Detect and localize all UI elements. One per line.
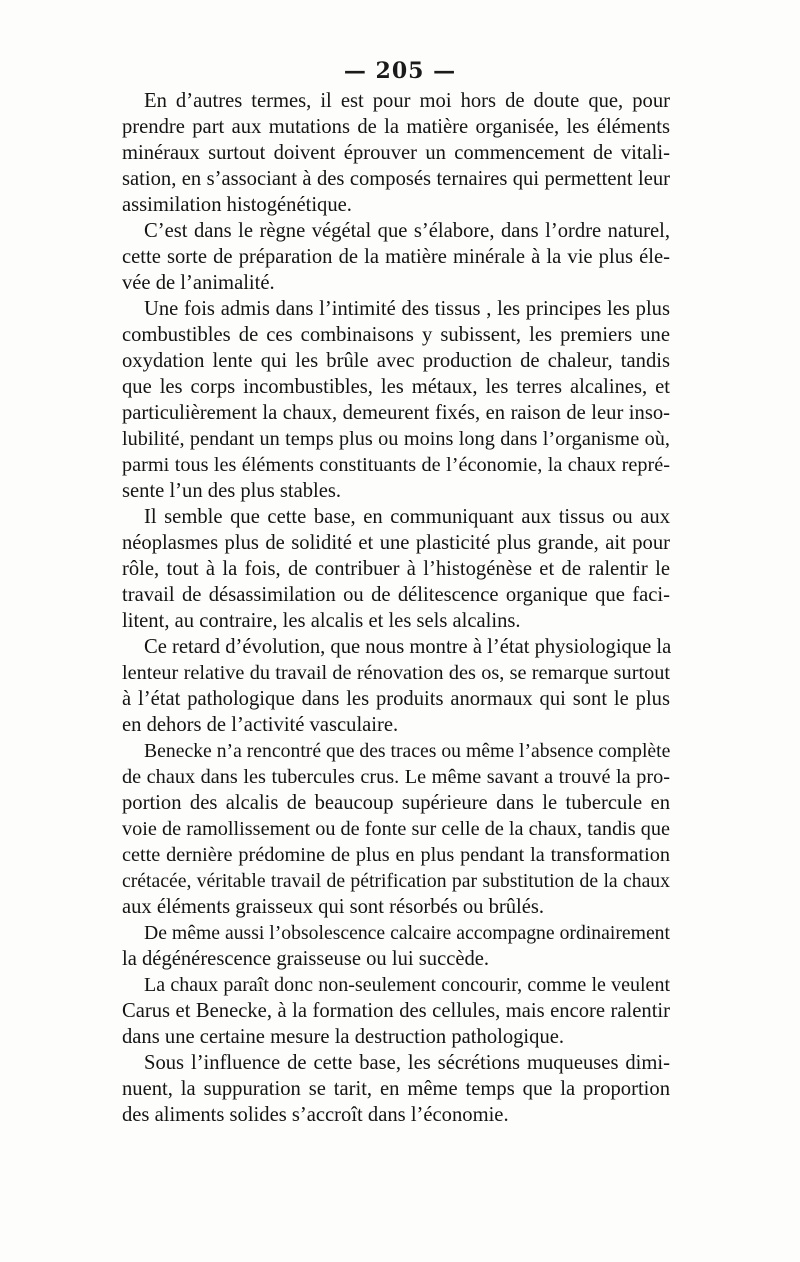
text-line: lenteur relative du travail de rénovation des os, se remarque surtout [122,662,670,684]
text-line: sation, en s’associant à des composés ternaires qui permettent leur [122,168,670,190]
paragraph [122,296,670,504]
paragraph [122,738,670,920]
text-line: De même aussi l’obsolescence calcaire accompagne ordinairement [144,922,670,944]
text-line: crétacée, véritable travail de pétrification par substitution de la chaux [122,870,670,892]
text-line: de chaux dans les tubercules crus. Le même savant a trouvé la pro- [122,766,670,788]
text-line: rôle, tout à la fois, de contribuer à l’histogénèse et de ralentir le [122,558,670,580]
paragraph [122,920,670,972]
text-line: dans une certaine mesure la destruction pathologique. [122,1026,565,1048]
text-line: Carus et Benecke, à la formation des cellules, mais encore ralentir [122,1000,670,1022]
text-line: portion des alcalis de beaucoup supérieure dans le tubercule en [122,792,670,814]
text-line: lubilité, pendant un temps plus ou moins long dans l’organisme où, [122,428,670,450]
text-line: travail de désassimilation ou de délitescence organique que faci- [122,584,670,606]
text-line: combustibles de ces combinaisons y subissent, les premiers une [122,324,670,346]
text-line: voie de ramollissement ou de fonte sur celle de la chaux, tandis que [122,818,670,840]
paragraph [122,972,670,1050]
text-line: sente l’un des plus stables. [122,480,342,502]
text-line: cette dernière prédomine de plus en plus pendant la transformation [122,844,670,866]
paragraph [122,504,670,634]
text-line: Une fois admis dans l’intimité des tissus , les principes les plus [144,298,670,320]
page-number: — 205 — [343,58,457,84]
text-line: Ce retard d’évolution, que nous montre à l’état physiologique la [144,636,672,658]
text-line: Benecke n’a rencontré que des traces ou même l’absence complète [144,740,671,762]
paragraph [122,634,670,738]
text-line: Sous l’influence de cette base, les sécrétions muqueuses dimi- [144,1052,670,1074]
text-line: nuent, la suppuration se tarit, en même temps que la proportion [122,1078,670,1100]
text-line: que les corps incombustibles, les métaux, les terres alcalines, et [122,376,670,398]
text-line: prendre part aux mutations de la matière organisée, les éléments [122,116,670,138]
text-line: néoplasmes plus de solidité et une plasticité plus grande, ait pour [122,532,670,554]
text-line: Il semble que cette base, en communiquant aux tissus ou aux [144,506,670,528]
body-text [122,88,670,1128]
text-line: minéraux surtout doivent éprouver un commencement de vitali- [122,142,670,164]
paragraph [122,1050,670,1128]
text-line: la dégénérescence graisseuse ou lui succède. [122,948,490,970]
text-line: aux éléments graisseux qui sont résorbés ou brûlés. [122,896,545,918]
text-line: litent, au contraire, les alcalis et les sels alcalins. [122,610,521,632]
text-line: C’est dans le règne végétal que s’élabore, dans l’ordre naturel, [144,220,670,242]
text-line: vée de l’animalité. [122,272,275,294]
text-line: des aliments solides s’accroît dans l’économie. [122,1104,509,1126]
text-line: assimilation histogénétique. [122,194,352,216]
paragraph [122,218,670,296]
text-line: parmi tous les éléments constituants de l’économie, la chaux repré- [122,454,670,476]
text-line: à l’état pathologique dans les produits anormaux qui sont le plus [122,688,670,710]
text-line: cette sorte de préparation de la matière minérale à la vie plus éle- [122,246,670,268]
text-line: La chaux paraît donc non-seulement concourir, comme le veulent [144,974,670,996]
text-line: particulièrement la chaux, demeurent fixés, en raison de leur inso- [122,402,670,424]
text-line: oxydation lente qui les brûle avec production de chaleur, tandis [122,350,670,372]
text-line: en dehors de l’activité vasculaire. [122,714,399,736]
paragraph [122,88,670,218]
text-line: En d’autres termes, il est pour moi hors de doute que, pour [144,90,670,112]
